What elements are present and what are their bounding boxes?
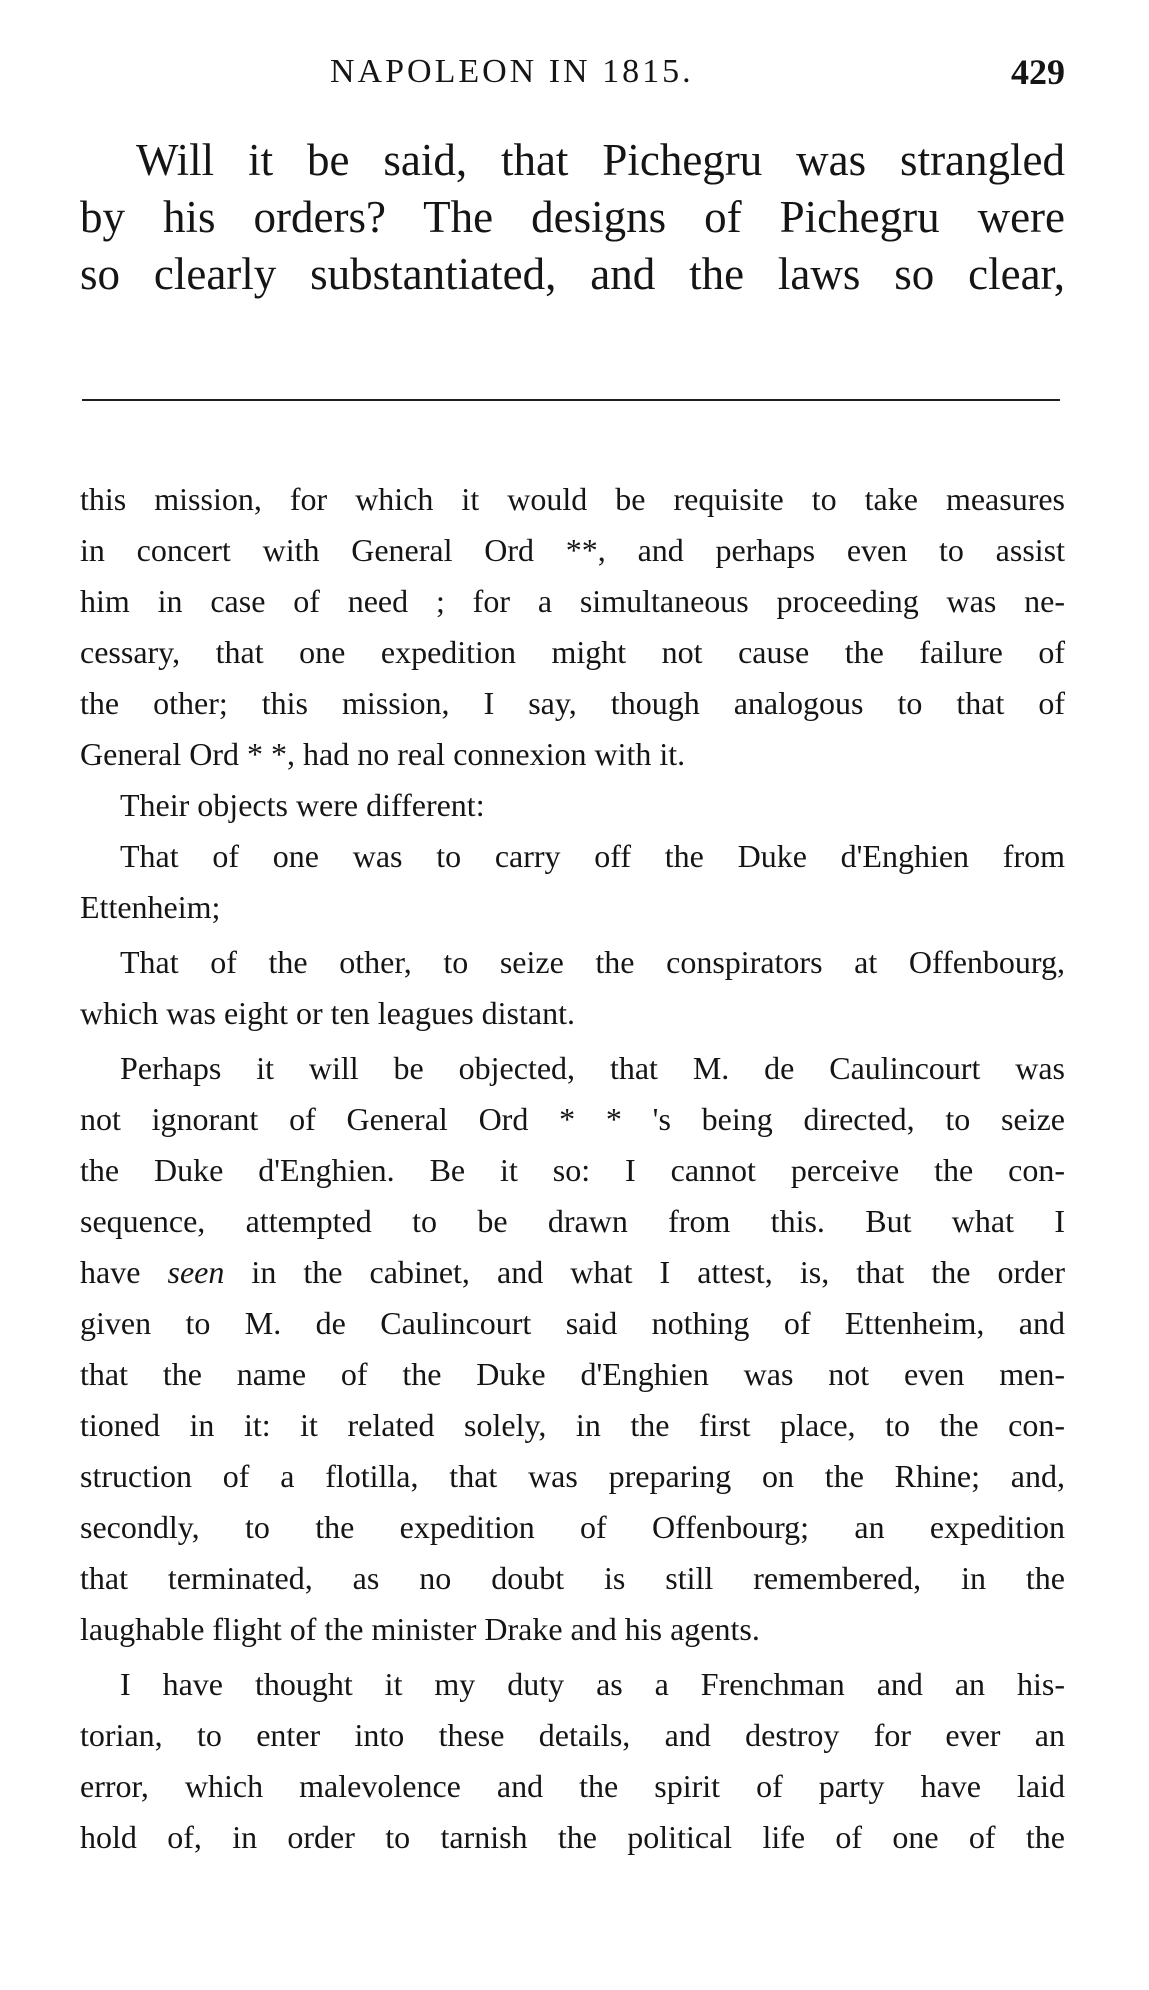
footnote-line: torian, to enter into these details, and destroy for ever an	[80, 1717, 1065, 1753]
footnote-line: in concert with General Ord **, and perhaps even to assist	[80, 532, 1065, 568]
footnote-line: given to M. de Caulincourt said nothing of Ettenheim, and	[80, 1305, 1065, 1341]
footnote-line: secondly, to the expedition of Offenbourg; an expedition	[80, 1509, 1065, 1545]
main-text-line: so clearly substantiated, and the laws so clear,	[80, 249, 1065, 299]
footnote-line: him in case of need ; for a simultaneous proceeding was ne-	[80, 583, 1065, 619]
footnote-text-prefix: have	[80, 1254, 141, 1290]
footnote-line: Their objects were different:	[120, 787, 485, 823]
footnote-line: laughable flight of the minister Drake and his agents.	[80, 1611, 760, 1647]
footnote-line: I have thought it my duty as a Frenchman and an his-	[120, 1666, 1065, 1702]
footnote-line: struction of a flotilla, that was preparing on the Rhine; and,	[80, 1458, 1065, 1494]
footnote-line: this mission, for which it would be requisite to take measures	[80, 481, 1065, 517]
footnote-line: error, which malevolence and the spirit of party have laid	[80, 1768, 1065, 1804]
footnote-italic-word: seen	[167, 1254, 225, 1290]
page-number: 429	[1011, 52, 1065, 92]
footnote-line: that terminated, as no doubt is still remembered, in the	[80, 1560, 1065, 1596]
footnote-line-with-italic	[80, 1247, 1065, 1298]
footnote-line: the other; this mission, I say, though analogous to that of	[80, 685, 1065, 721]
footnote-divider	[82, 399, 1060, 401]
footnote-block	[80, 474, 1065, 1863]
footnote-line: not ignorant of General Ord * * 's being directed, to seize	[80, 1101, 1065, 1137]
footnote-text-rest: in the cabinet, and what I attest, is, that the order	[251, 1254, 1066, 1290]
footnote-line: General Ord * *, had no real connexion with it.	[80, 736, 686, 772]
footnote-line: Ettenheim;	[80, 889, 221, 925]
footnote-line: which was eight or ten leagues distant.	[80, 995, 575, 1031]
main-text-block	[80, 132, 1065, 303]
main-text-line: Will it be said, that Pichegru was strangled	[136, 135, 1065, 185]
running-head	[80, 42, 1065, 102]
footnote-line: that the name of the Duke d'Enghien was not even men-	[80, 1356, 1065, 1392]
footnote-line: sequence, attempted to be drawn from this. But what I	[80, 1203, 1065, 1239]
footnote-line: tioned in it: it related solely, in the first place, to the con-	[80, 1407, 1065, 1443]
footnote-line: That of the other, to seize the conspirators at Offenbourg,	[120, 944, 1065, 980]
footnote-line: Perhaps it will be objected, that M. de Caulincourt was	[120, 1050, 1065, 1086]
footnote-line: the Duke d'Enghien. Be it so: I cannot perceive the con-	[80, 1152, 1065, 1188]
footnote-line: That of one was to carry off the Duke d'Enghien from	[120, 838, 1065, 874]
footnote-line: cessary, that one expedition might not cause the failure of	[80, 634, 1065, 670]
footnote-line: hold of, in order to tarnish the political life of one of the	[80, 1819, 1065, 1855]
running-title: NAPOLEON IN 1815.	[330, 53, 694, 90]
main-text-line: by his orders? The designs of Pichegru were	[80, 192, 1065, 242]
